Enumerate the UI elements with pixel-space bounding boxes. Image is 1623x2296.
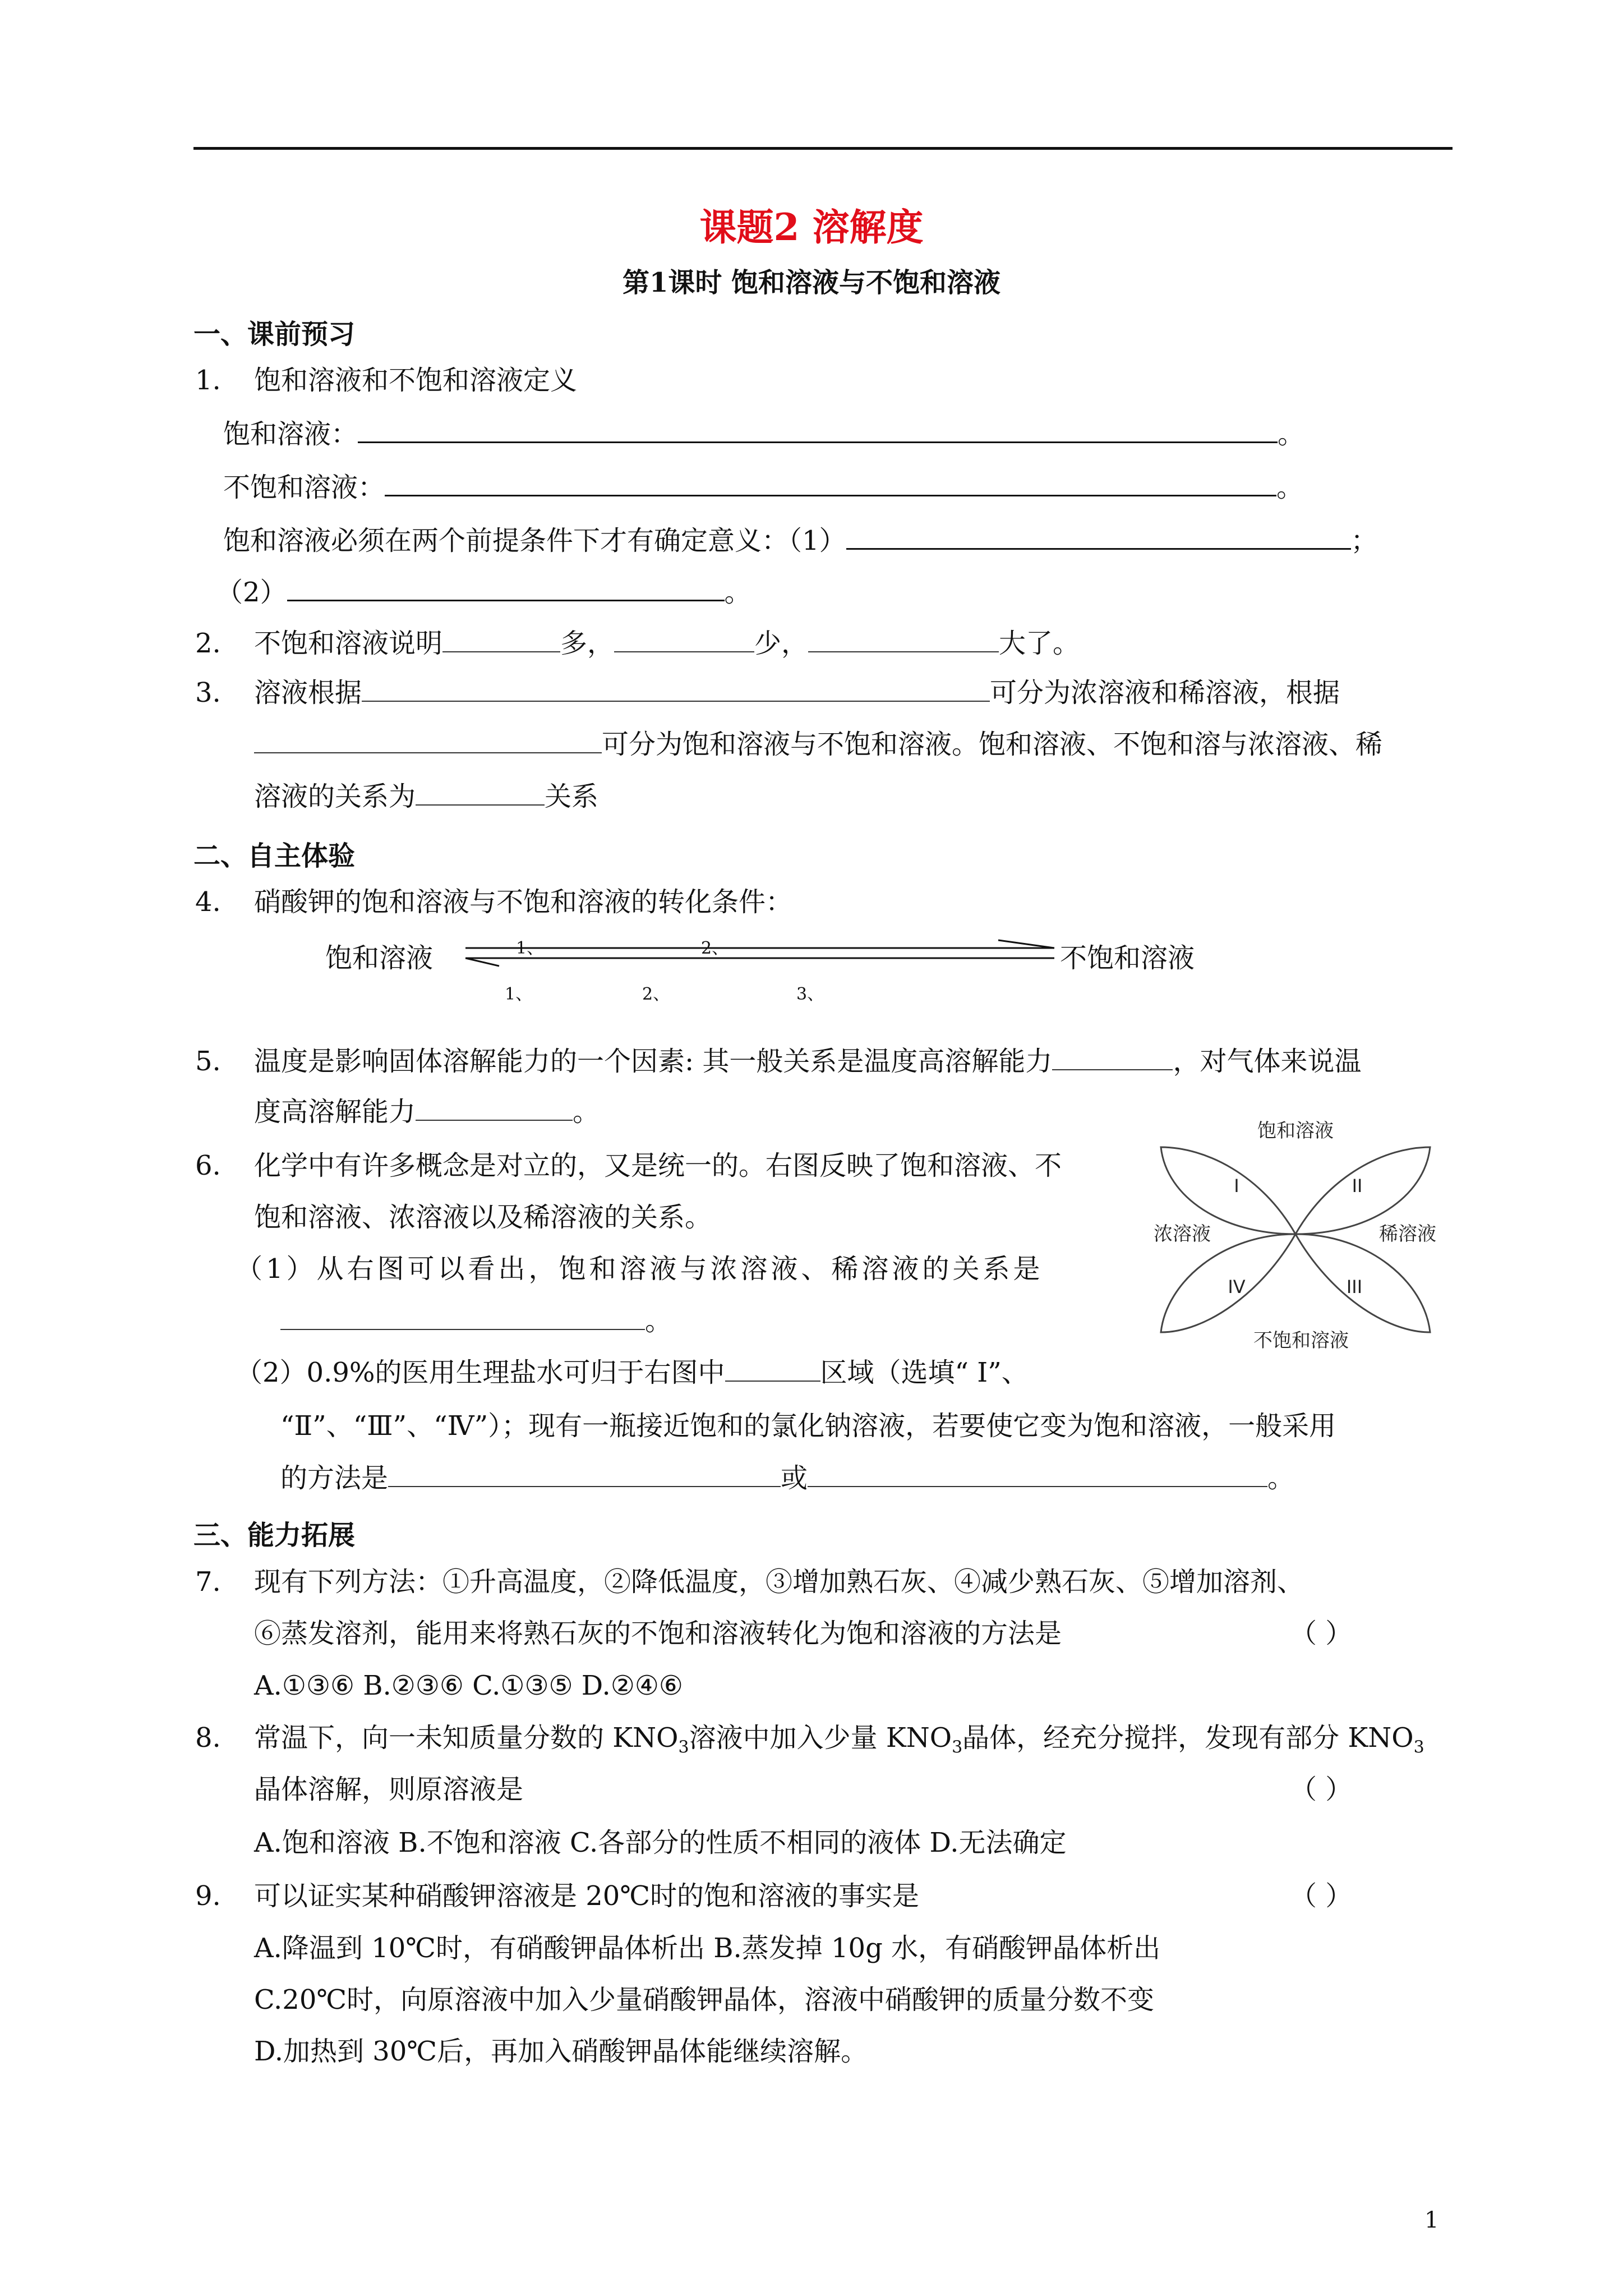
q9-line-1: 可以证实某种硝酸钾溶液是 20℃时的饱和溶液的事实是 [254,1880,920,1912]
q9-answer-paren[interactable]: （ ） [1290,1880,1353,1912]
diagram-top-label: 饱和溶液 [1257,1120,1334,1142]
q9-option-d: D.加热到 30℃后，再加入硝酸钾晶体能继续溶解。 [254,2036,868,2067]
q3-line-2: 可分为饱和溶液与不饱和溶液。饱和溶液、不饱和溶与浓溶液、稀 [254,728,1382,761]
answer-blank[interactable] [808,1461,1267,1487]
arrow-top-label-2: 2、 [701,938,729,958]
header-rule [193,147,1453,150]
answer-blank[interactable] [388,1461,781,1487]
q2-number: 2. [195,628,221,659]
region-1-label: I [1234,1175,1239,1197]
arrow-bottom-label-2: 2、 [642,984,670,1004]
answer-blank[interactable] [416,780,545,806]
q6-part-1-answer: 。 [280,1304,672,1338]
diagram-saturated-label: 饱和溶液 [325,942,434,974]
q3-number: 3. [195,677,221,708]
q7-options: A.①③⑥ B.②③⑥ C.①③⑤ D.②④⑥ [254,1670,683,1701]
q1-condition-line: 饱和溶液必须在两个前提条件下才有确定意义：（1） ； [223,523,1378,558]
q1-number: 1. [195,365,221,396]
answer-blank[interactable] [442,627,560,652]
lesson-subtitle: 第1课时 饱和溶液与不饱和溶液 [622,267,1001,298]
q6-part-1: （1）从右图可以看出，饱和溶液与浓溶液、稀溶液的关系是 [236,1253,1044,1285]
answer-blank[interactable] [358,417,1278,443]
q3-line-3: 溶液的关系为 关系 [254,781,599,812]
region-2-label: II [1352,1175,1363,1197]
q4-text: 硝酸钾的饱和溶液与不饱和溶液的转化条件： [254,886,793,918]
q7-line-2: ⑥蒸发溶剂，能用来将熟石灰的不饱和溶液转化为饱和溶液的方法是 [254,1618,1062,1649]
q1-unsaturated-label: 不饱和溶液： 。 [223,470,1303,504]
section-heading-experience: 二、自主体验 [193,840,356,872]
answer-blank[interactable] [808,627,999,652]
q9-option-ab: A.降温到 10℃时，有硝酸钾晶体析出 B.蒸发掉 10g 水，有硝酸钾晶体析出 [254,1932,1161,1964]
q6-line-2: 饱和溶液、浓溶液以及稀溶液的关系。 [254,1202,712,1233]
q9-number: 9. [195,1880,221,1912]
q8-number: 8. [195,1722,221,1754]
answer-blank[interactable] [362,676,990,702]
arrow-top-label-1: 1、 [516,938,544,958]
answer-blank[interactable] [1052,1045,1173,1070]
q6-line-1: 化学中有许多概念是对立的，又是统一的。右图反映了饱和溶液、不 [254,1150,1062,1181]
q5-number: 5. [195,1046,221,1077]
answer-blank[interactable] [725,1356,820,1382]
answer-blank[interactable] [254,728,602,753]
answer-blank[interactable] [385,470,1276,496]
answer-blank[interactable] [280,1304,645,1330]
q6-part-2: （2）0.9%的医用生理盐水可归于右图中 区域（选填“ Ⅰ”、 [236,1357,1029,1388]
q8-options: A.饱和溶液 B.不饱和溶液 C.各部分的性质不相同的液体 D.无法确定 [254,1827,1067,1858]
q8-line-2: 晶体溶解，则原溶液是 [254,1774,524,1805]
q8-answer-paren[interactable]: （ ） [1290,1774,1353,1805]
q3-line-1: 溶液根据 可分为浓溶液和稀溶液，根据 [254,677,1340,708]
answer-blank[interactable] [614,627,754,652]
q1-text: 饱和溶液和不饱和溶液定义 [254,365,578,396]
section-heading-extension: 三、能力拓展 [193,1520,356,1551]
q5-line-2: 度高溶解能力 。 [254,1096,600,1128]
q4-number: 4. [195,886,221,918]
q7-answer-paren[interactable]: （ ） [1290,1618,1353,1649]
section-heading-preview: 一、课前预习 [193,319,356,350]
page-number: 1 [1424,2207,1439,2233]
conversion-arrows [460,938,1066,977]
q5-line-1: 温度是影响固体溶解能力的一个因素: 其一般关系是温度高溶解能力 ，对气体来说温 [254,1046,1362,1077]
solution-relationship-diagram [1144,1108,1447,1372]
answer-blank[interactable] [287,575,725,601]
region-3-label: III [1346,1276,1363,1297]
q2-text: 不饱和溶液说明 多， 少， 大了。 [254,628,1080,659]
arrow-bottom-label-1: 1、 [505,984,533,1004]
answer-blank[interactable] [416,1095,573,1121]
diagram-bottom-label: 不饱和溶液 [1253,1329,1349,1352]
region-4-label: IV [1228,1276,1246,1297]
q6-part-2-line-2: “Ⅱ”、“Ⅲ”、“Ⅳ”）；现有一瓶接近饱和的氯化钠溶液，若要使它变为饱和溶液，一般采用 [280,1410,1336,1442]
q1-saturated-label: 饱和溶液： 。 [223,417,1304,451]
answer-blank[interactable] [846,523,1351,550]
q8-line-1: 常温下，向一未知质量分数的 $KNO_3$溶液中加入少量 $KNO_3$晶体，经充分搅拌，发现有部分 $KNO_3$ [254,1722,1424,1757]
diagram-left-label: 浓溶液 [1154,1223,1211,1245]
q7-number: 7. [195,1566,221,1598]
q7-line-1: 现有下列方法：①升高温度，②降低温度，③增加熟石灰、④减少熟石灰、⑤增加溶剂、 [254,1566,1304,1598]
q6-number: 6. [195,1150,221,1181]
page-title: 课题2 溶解度 [699,205,924,249]
arrow-bottom-label-3: 3、 [796,984,824,1004]
diagram-unsaturated-label: 不饱和溶液 [1060,942,1195,974]
q9-option-c: C.20℃时，向原溶液中加入少量硝酸钾晶体，溶液中硝酸钾的质量分数不变 [254,1984,1155,2016]
q6-part-2-line-3: 的方法是 或 。 [280,1462,1295,1494]
diagram-right-label: 稀溶液 [1379,1223,1436,1245]
q1-condition-line-2: （2） 。 [216,575,751,609]
